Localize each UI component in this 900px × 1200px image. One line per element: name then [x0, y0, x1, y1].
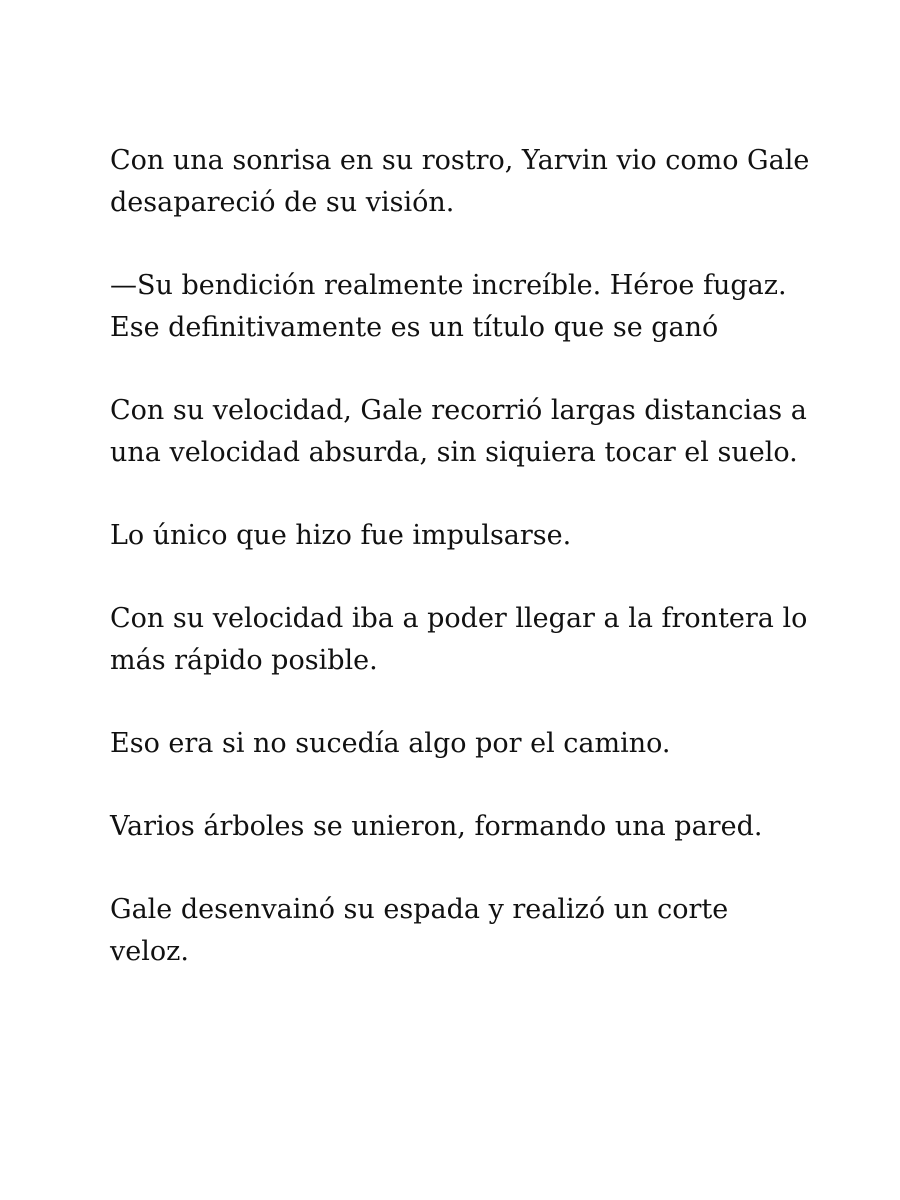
paragraph-5: Con su velocidad iba a poder llegar a la frontera lo más rápido posible.: [110, 603, 808, 676]
paragraph-7: Varios árboles se unieron, formando una pared.: [110, 811, 763, 842]
paragraph-3: Con su velocidad, Gale recorrió largas distancias a una velocidad absurda, sin siquiera tocar el suelo.: [110, 395, 807, 468]
document-page: [110, 140, 810, 973]
paragraph-8: Gale desenvainó su espada y realizó un corte veloz.: [110, 894, 729, 967]
paragraph-6: Eso era si no sucedía algo por el camino.: [110, 728, 671, 759]
paragraph-1: Con una sonrisa en su rostro, Yarvin vio como Gale desapareció de su visión.: [110, 145, 810, 218]
paragraph-2: —Su bendición realmente increíble. Héroe fugaz. Ese definitivamente es un título que se ganó: [110, 270, 787, 343]
paragraph-4: Lo único que hizo fue impulsarse.: [110, 520, 572, 551]
